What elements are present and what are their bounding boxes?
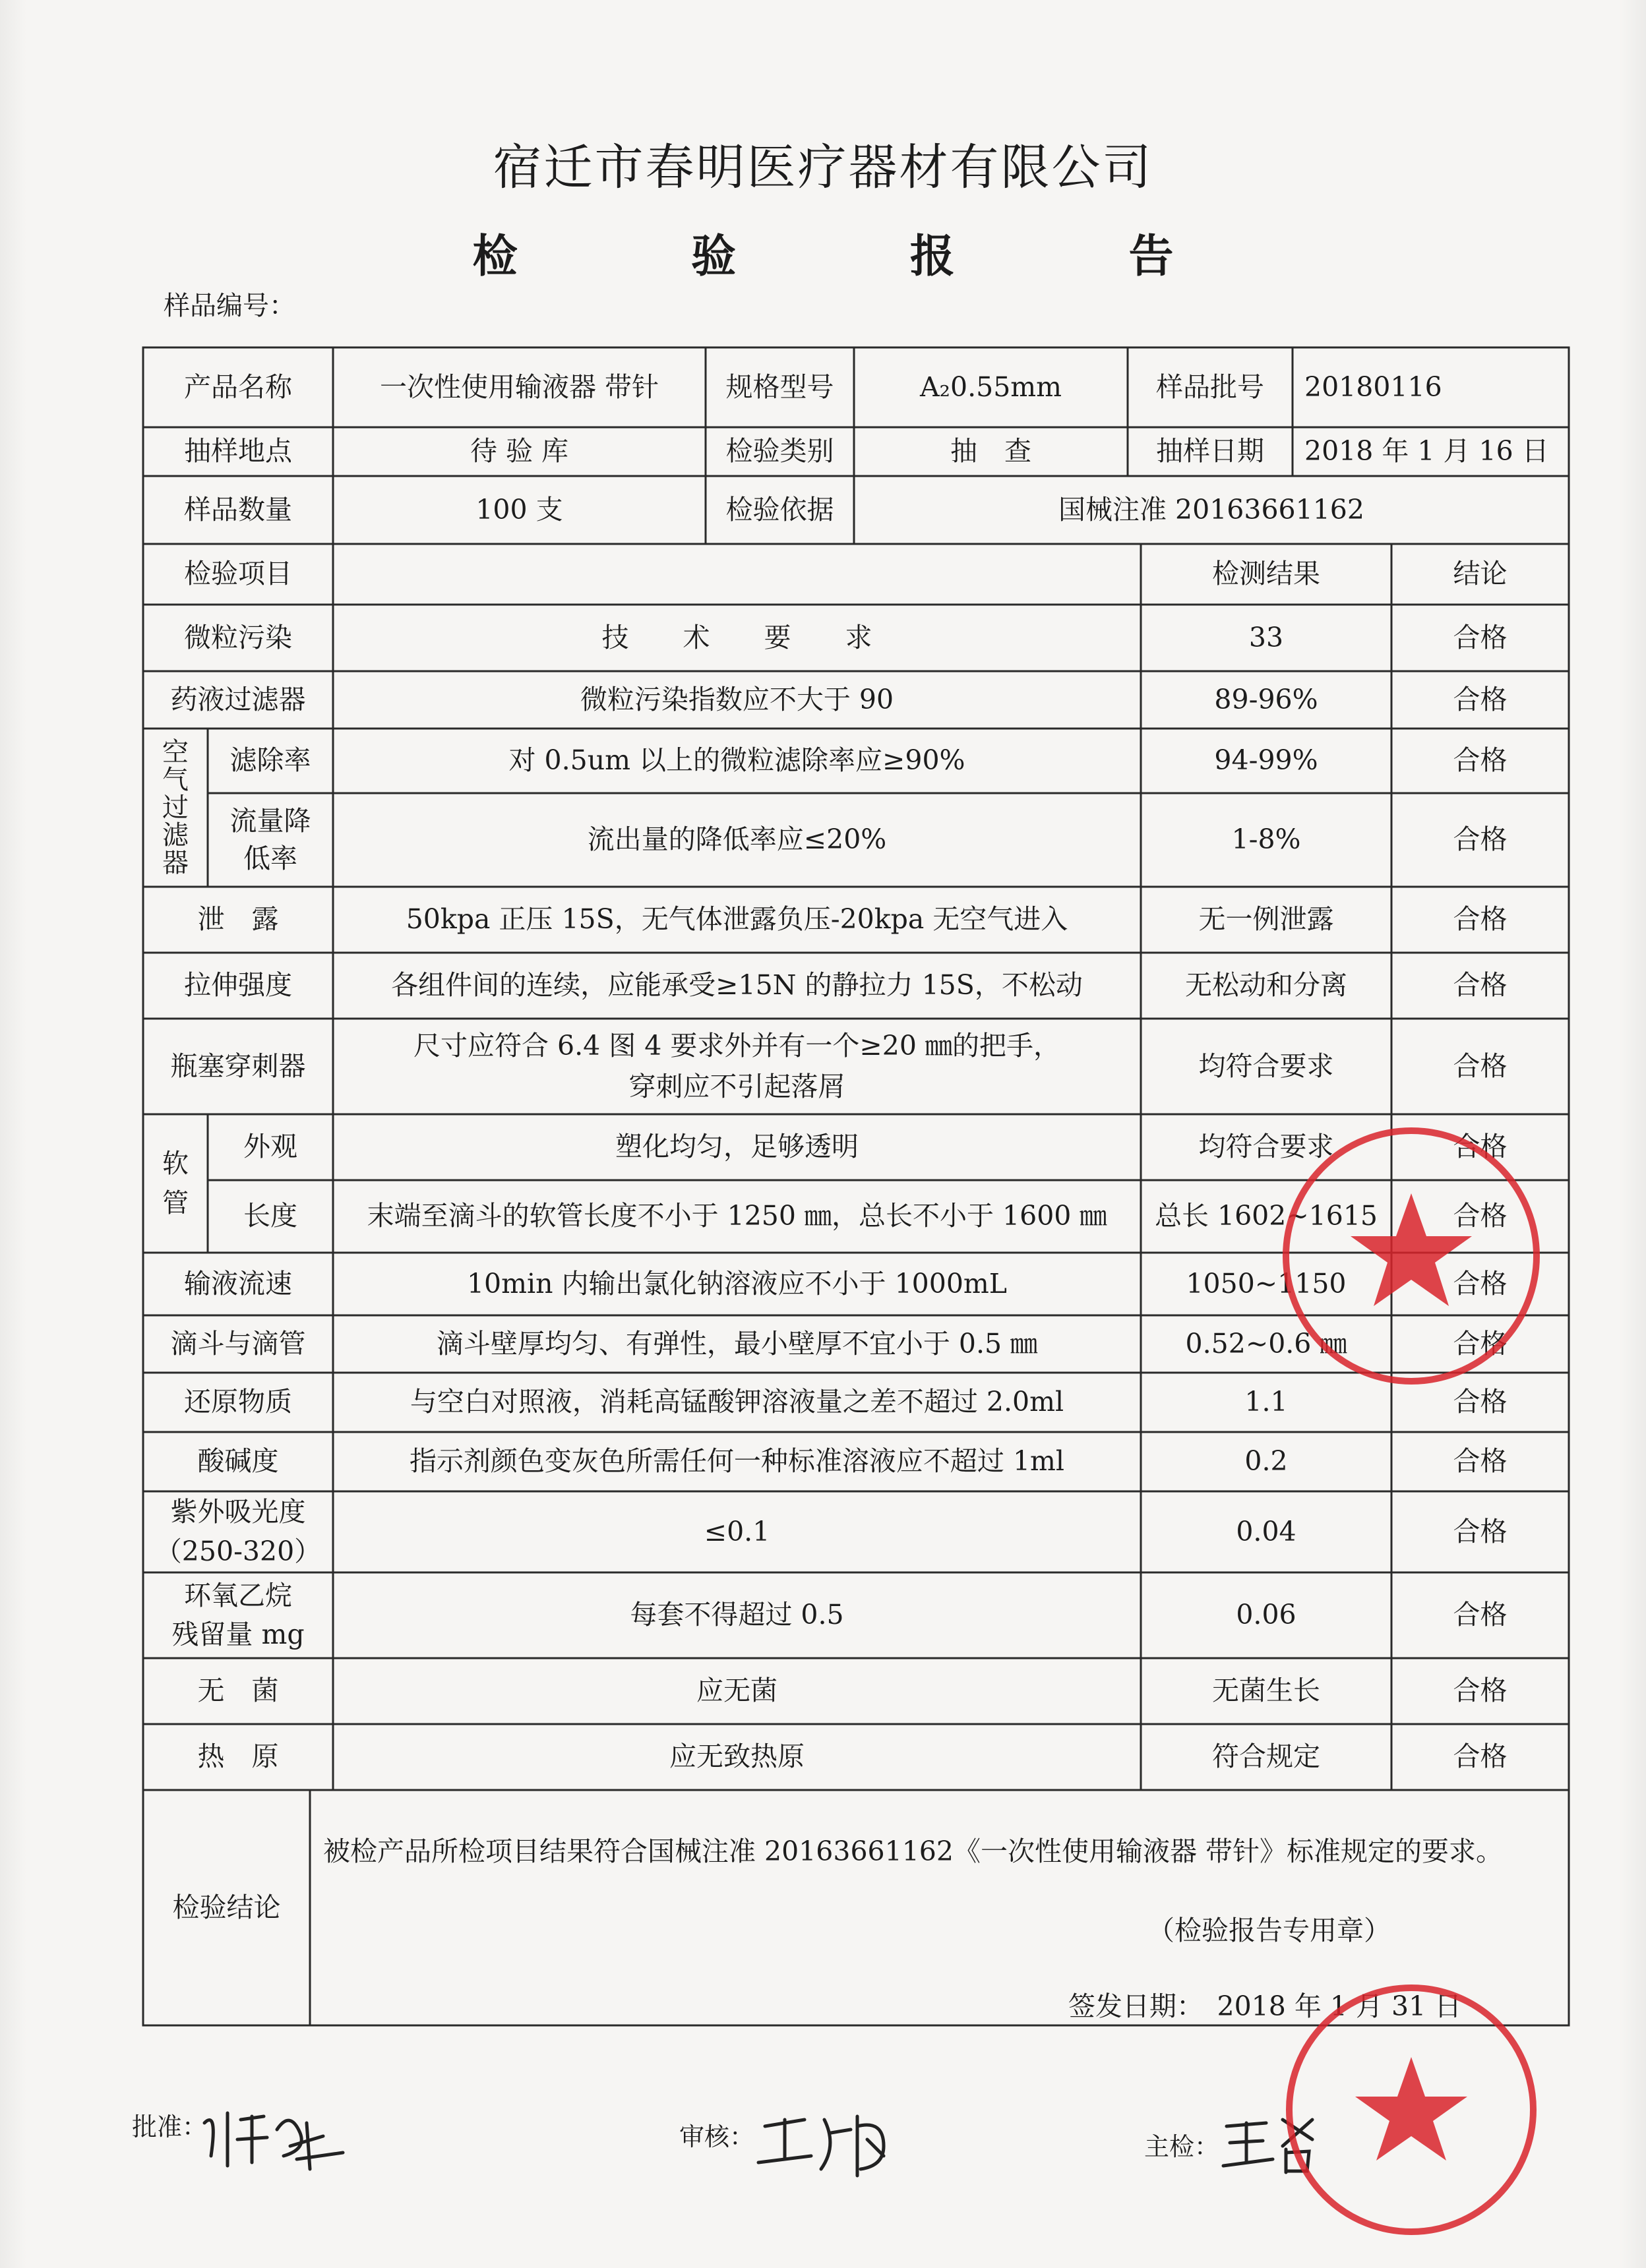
batch-value: 20180116 — [1304, 371, 1442, 403]
table-row-result: 无菌生长 — [1212, 1675, 1320, 1707]
table-row-requirement: 应无菌 — [696, 1675, 777, 1707]
place-value: 待 验 库 — [470, 435, 569, 467]
table-row-conclusion: 合格 — [1453, 744, 1508, 777]
product-name-label: 产品名称 — [184, 371, 292, 403]
table-row-requirement: 各组件间的连续，应能承受≥15N 的静拉力 15S，不松动 — [391, 969, 1083, 1001]
table-row-requirement: 50kpa 正压 15S，无气体泄露负压-20kpa 无空气进入 — [406, 903, 1068, 936]
table-row-item: 输液流速 — [184, 1267, 292, 1299]
table-row-conclusion: 合格 — [1453, 1675, 1508, 1707]
table-row-conclusion: 合格 — [1453, 1200, 1508, 1232]
report-seal-icon — [1269, 1968, 1553, 2252]
result-header: 检测结果 — [1212, 558, 1320, 590]
table-row-result: 1050~1150 — [1186, 1267, 1347, 1299]
table-row-item: 酸碱度 — [197, 1445, 279, 1477]
table-row-item: 外观 — [243, 1131, 297, 1163]
report-title: 检 验 报 告 — [472, 230, 1253, 283]
table-row-item: 热 原 — [197, 1741, 279, 1773]
table-row-result: 94-99% — [1214, 744, 1318, 777]
inspector-label: 主检： — [1144, 2132, 1220, 2161]
table-row-result: 0.06 — [1236, 1599, 1296, 1631]
table-row-requirement: 应无致热原 — [669, 1741, 805, 1773]
batch-label: 样品批号 — [1156, 371, 1264, 403]
table-row-item: 紫外吸光度 （250-320） — [154, 1496, 322, 1567]
table-row-conclusion: 合格 — [1453, 1741, 1508, 1773]
table-row-item: 瓶塞穿刺器 — [170, 1050, 306, 1082]
spec-label: 规格型号 — [725, 371, 834, 403]
table-row-conclusion: 合格 — [1453, 621, 1508, 653]
table-row-requirement: 末端至滴斗的软管长度不小于 1250 ㎜，总长不小于 1600 ㎜ — [367, 1200, 1107, 1232]
table-row-result: 均符合要求 — [1198, 1131, 1334, 1163]
conclusion-header: 结论 — [1453, 558, 1508, 590]
table-row-requirement: 尺寸应符合 6.4 图 4 要求外并有一个≥20 ㎜的把手， 穿刺应不引起落屑 — [413, 1030, 1060, 1102]
table-row-result: 符合规定 — [1212, 1741, 1320, 1773]
table-row-result: 0.52~0.6 ㎜ — [1185, 1327, 1347, 1359]
table-row-requirement: 微粒污染指数应不大于 90 — [580, 683, 894, 715]
review-label: 审核： — [679, 2122, 755, 2151]
table-row-conclusion: 合格 — [1453, 823, 1508, 856]
item-header: 检验项目 — [184, 558, 292, 590]
spec-value: A₂0.55mm — [919, 371, 1062, 403]
table-row-conclusion: 合格 — [1453, 1267, 1508, 1299]
table-row-requirement: 滴斗壁厚均匀、有弹性，最小壁厚不宜小于 0.5 ㎜ — [436, 1327, 1038, 1359]
table-row-item: 微粒污染 — [184, 621, 292, 653]
table-row-item: 还原物质 — [184, 1386, 292, 1418]
table-row-conclusion: 合格 — [1453, 1445, 1508, 1477]
table-row-result: 89-96% — [1214, 683, 1318, 715]
table-row-result: 0.04 — [1236, 1515, 1296, 1547]
place-label: 抽样地点 — [184, 435, 292, 467]
basis-value: 国械注准 20163661162 — [1058, 493, 1364, 525]
table-row-requirement: ≤0.1 — [704, 1515, 770, 1547]
basis-label: 检验依据 — [725, 493, 834, 525]
table-row-item: 无 菌 — [197, 1675, 279, 1707]
table-row-result: 总长 1602~1615 — [1154, 1200, 1378, 1232]
reviewer-signature — [752, 2093, 923, 2186]
table-row-conclusion: 合格 — [1453, 1386, 1508, 1418]
table-row-item: 环氧乙烷 残留量 mg — [171, 1579, 305, 1650]
table-row-result: 无松动和分离 — [1185, 969, 1347, 1001]
table-row-conclusion: 合格 — [1453, 1131, 1508, 1163]
table-row-requirement: 指示剂颜色变灰色所需任何一种标准溶液应不超过 1ml — [409, 1445, 1065, 1477]
conclusion-label: 检验结论 — [172, 1891, 281, 1923]
table-row-result: 33 — [1248, 621, 1284, 653]
table-row-conclusion: 合格 — [1453, 1515, 1508, 1547]
conclusion-text: 被检产品所检项目结果符合国械注准 20163661162《一次性使用输液器 带针》标准规定的要求。 — [323, 1835, 1504, 1867]
table-row-item: 泄 露 — [197, 903, 279, 936]
table-row-requirement: 塑化均匀，足够透明 — [615, 1131, 859, 1163]
table-row-requirement: 10min 内输出氯化钠溶液应不小于 1000mL — [466, 1267, 1008, 1299]
table-row-requirement: 流出量的降低率应≤20% — [587, 823, 887, 856]
date-label: 抽样日期 — [1156, 435, 1264, 467]
table-row-conclusion: 合格 — [1453, 1050, 1508, 1082]
table-row-item: 滴斗与滴管 — [170, 1327, 306, 1359]
table-row-item: 滤除率 — [229, 744, 311, 777]
air-filter-group-label: 空 气 过 滤 器 — [162, 737, 189, 878]
qty-label: 样品数量 — [184, 493, 292, 525]
qty-value: 100 支 — [475, 493, 563, 525]
table-row-item: 长度 — [243, 1200, 297, 1232]
table-row-conclusion: 合格 — [1453, 903, 1508, 936]
approve-label: 批准： — [132, 2112, 208, 2141]
issue-date: 签发日期： 2018 年 1 月 31 日 — [1068, 1990, 1462, 2022]
table-row-item: 拉伸强度 — [184, 969, 292, 1001]
table-row-conclusion: 合格 — [1453, 1327, 1508, 1359]
company-seal-icon — [1266, 1111, 1556, 1401]
table-row-result: 均符合要求 — [1198, 1050, 1334, 1082]
table-row-item: 流量降 低率 — [229, 804, 311, 874]
product-name-value: 一次性使用输液器 带针 — [379, 371, 659, 403]
stamp-note: （检验报告专用章） — [1147, 1915, 1391, 1946]
table-row-requirement: 对 0.5um 以上的微粒滤除率应≥90% — [508, 744, 965, 777]
table-row-conclusion: 合格 — [1453, 683, 1508, 715]
table-row-conclusion: 合格 — [1453, 969, 1508, 1001]
table-row-result: 1-8% — [1231, 823, 1301, 856]
company-name: 宿迁市春明医疗器材有限公司 — [493, 139, 1153, 196]
table-row-result: 0.2 — [1244, 1445, 1288, 1477]
table-row-item: 药液过滤器 — [170, 683, 306, 715]
sample-number-label: 样品编号： — [164, 291, 295, 321]
approver-signature — [191, 2083, 363, 2176]
tube-group-label: 软 管 — [162, 1149, 189, 1218]
table-row-requirement: 与空白对照液，消耗高锰酸钾溶液量之差不超过 2.0ml — [410, 1386, 1064, 1418]
table-row-requirement: 每套不得超过 0.5 — [630, 1599, 844, 1631]
type-value: 抽 查 — [950, 435, 1031, 467]
table-row-result: 无一例泄露 — [1198, 903, 1334, 936]
type-label: 检验类别 — [725, 435, 834, 467]
table-row-conclusion: 合格 — [1453, 1599, 1508, 1631]
date-value: 2018 年 1 月 16 日 — [1304, 435, 1549, 467]
requirement-header: 技 术 要 求 — [601, 621, 872, 653]
table-row-result: 1.1 — [1244, 1386, 1288, 1418]
